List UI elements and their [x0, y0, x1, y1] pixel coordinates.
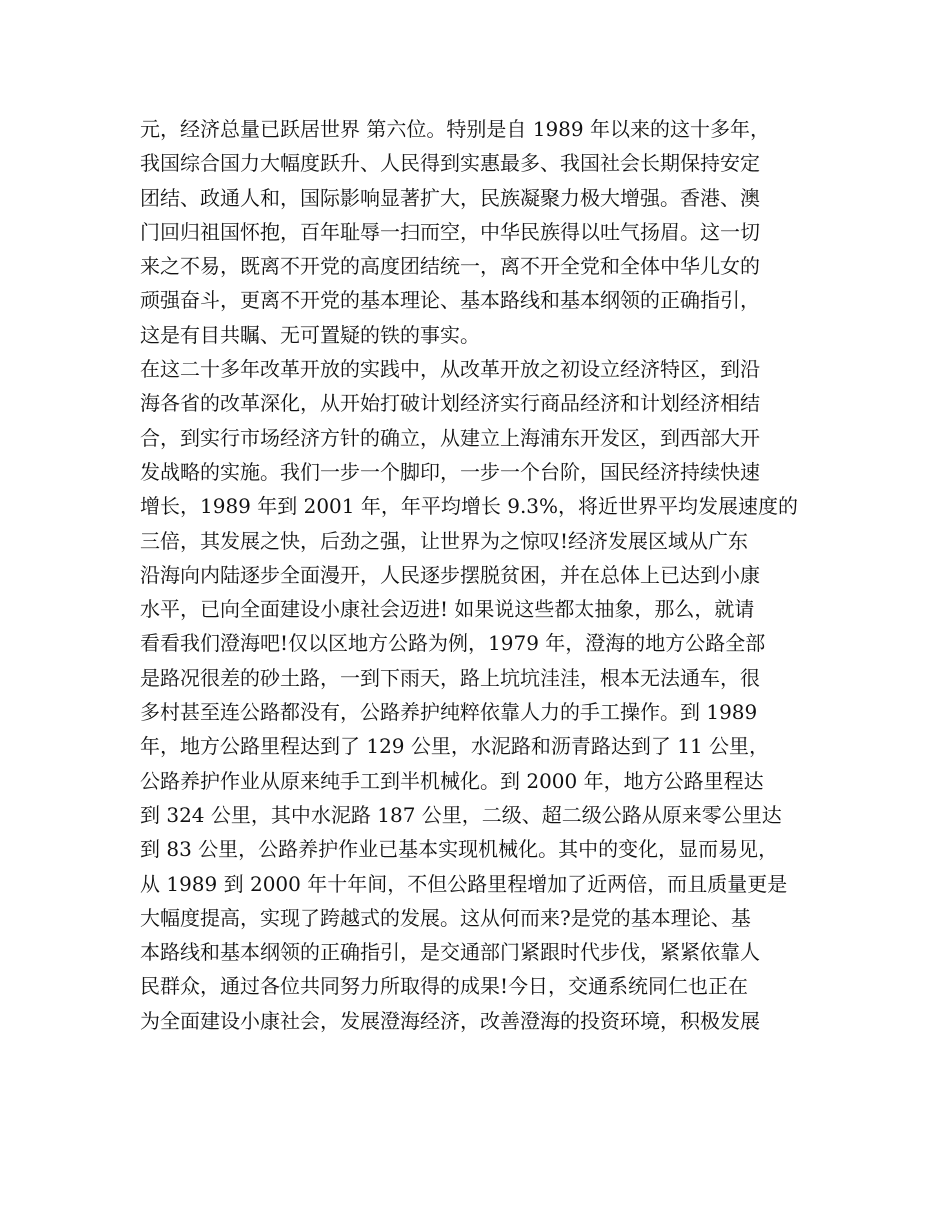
text-line: 本路线和基本纲领的正确指引，是交通部门紧跟时代步伐，紧紧依靠人 [140, 940, 760, 965]
text-line: 看看我们澄海吧!仅以区地方公路为例，1979 年，澄海的地方公路全部 [140, 631, 766, 656]
text-line: 是路况很差的砂土路，一到下雨天，路上坑坑洼洼，根本无法通车，很 [140, 665, 760, 690]
text-line: 水平，已向全面建设小康社会迈进! 如果说这些都太抽象，那么，就请 [140, 597, 755, 622]
text-line: 门回归祖国怀抱，百年耻辱一扫而空，中华民族得以吐气扬眉。这一切 [140, 219, 760, 244]
text-line: 沿海向内陆逐步全面漫开，人民逐步摆脱贫困，并在总体上已达到小康 [140, 562, 760, 587]
text-line: 增长，1989 年到 2001 年，年平均增长 9.3%，将近世界平均发展速度的 [140, 494, 799, 519]
text-line: 三倍，其发展之快，后劲之强，让世界为之惊叹!经济发展区域从广东 [140, 528, 749, 553]
text-line: 到 83 公里，公路养护作业已基本实现机械化。其中的变化，显而易见， [140, 837, 779, 862]
text-line: 合，到实行市场经济方针的确立，从建立上海浦东开发区，到西部大开 [140, 425, 760, 450]
text-line: 到 324 公里，其中水泥路 187 公里，二级、超二级公路从原来零公里达 [140, 802, 782, 827]
text-line: 团结、政通人和，国际影响显著扩大，民族凝聚力极大增强。香港、澳 [140, 185, 760, 210]
text-line: 顽强奋斗，更离不开党的基本理论、基本路线和基本纲领的正确指引， [140, 288, 760, 313]
text-line: 公路养护作业从原来纯手工到半机械化。到 2000 年，地方公路里程达 [140, 768, 764, 793]
text-line: 为全面建设小康社会，发展澄海经济，改善澄海的投资环境，积极发展 [140, 1008, 760, 1033]
text-line: 元，经济总量已跃居世界 第六位。特别是自 1989 年以来的这十多年， [140, 117, 770, 141]
text-line: 大幅度提高，实现了跨越式的发展。这从何而来?是党的基本理论、基 [140, 905, 751, 930]
text-line: 从 1989 到 2000 年十年间，不但公路里程增加了近两倍，而且质量更是 [140, 871, 788, 896]
body-text [140, 112, 840, 1038]
text-line: 这是有目共瞩、无可置疑的铁的事实。 [140, 322, 480, 347]
text-line: 来之不易，既离不开党的高度团结统一，离不开全党和全体中华儿女的 [140, 254, 760, 279]
text-line: 海各省的改革深化，从开始打破计划经济实行商品经济和计划经济相结 [140, 391, 760, 416]
text-line: 多村甚至连公路都没有，公路养护纯粹依靠人力的手工操作。到 1989 [140, 700, 758, 725]
text-line: 年，地方公路里程达到了 129 公里，水泥路和沥青路达到了 11 公里， [140, 734, 770, 759]
text-line: 发战略的实施。我们一步一个脚印，一步一个台阶，国民经济持续快速 [140, 459, 760, 484]
text-line: 我国综合国力大幅度跃升、人民得到实惠最多、我国社会长期保持安定 [140, 151, 760, 176]
text-line: 在这二十多年改革开放的实践中，从改革开放之初设立经济特区，到沿 [140, 357, 760, 382]
text-line: 民群众，通过各位共同努力所取得的成果!今日，交通系统同仁也正在 [140, 974, 749, 999]
